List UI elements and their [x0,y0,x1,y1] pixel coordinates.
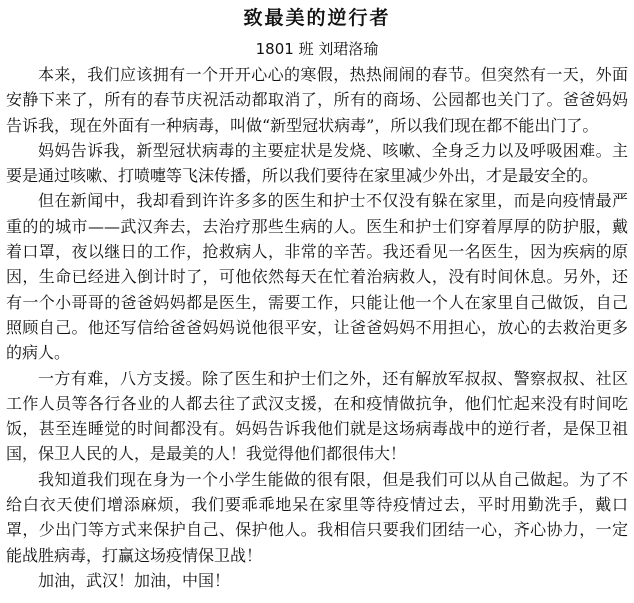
paragraph-2: 妈妈告诉我，新型冠状病毒的主要症状是发烧、咳嗽、全身乏力以及呼吸困难。主要是通过咳嗽、打喷嚏等飞沫传播，所以我们要待在家里减少外出，才是最安全的。 [6,140,628,186]
paragraph-6: 加油，武汉！加油，中国！ [38,570,231,590]
paragraph-4: 一方有难，八方支援。除了医生和护士们之外，还有解放军叔叔、警察叔叔、社区工作人员等各行各业的人都去往了武汉支援，在和疫情做抗争，他们忙起来没有时间吃饭，甚至连睡觉的时间都没有。妈妈告诉我他们就是这场病毒战中的逆行者，是保卫祖国，保卫人民的人，是最美的人！我觉得他们都很伟大！ [6,368,628,464]
paragraph-5: 我知道我们现在身为一个小学生能做的很有限，但是我们可以从自己做起。为了不给白衣天使们增添麻烦，我们要乖乖地呆在家里等待疫情过去，平时用勤洗手，戴口罩，少出门等方式来保护自己、保护他人。我相信只要我们团结一心，齐心协力，一定能战胜病毒，打赢这场疫情保卫战！ [6,469,628,565]
document-page [6,6,628,593]
author-line: 1801 班 刘珺洛瑜 [255,40,379,58]
paragraph-1: 本来，我们应该拥有一个开开心心的寒假，热热闹闹的春节。但突然有一天，外面安静下来了，所有的春节庆祝活动都取消了，所有的商场、公园都也关门了。爸爸妈妈告诉我，现在外面有一种病毒，叫做“新型冠状病毒”，所以我们现在都不能出门了。 [6,65,628,135]
document-title: 致最美的逆行者 [243,7,391,29]
essay-body [6,62,628,593]
paragraph-3: 但在新闻中，我却看到许许多多的医生和护士不仅没有躲在家里，而是向疫情最严重的的城市——武汉奔去，去治疗那些生病的人。医生和护士们穿着厚厚的防护服，戴着口罩，夜以继日的工作，抢救病人，非常的辛苦。我还看见一名医生，因为疾病的原因，生命已经进入倒计时了，可他依然每天在忙着治病救人，没有时间休息。另外，还有一个小哥哥的爸爸妈妈都是医生，需要工作，只能让他一个人在家里自己做饭，自己照顾自己。他还写信给爸爸妈妈说他很平安，让爸爸妈妈不用担心，放心的去救治更多的病人。 [6,191,628,363]
